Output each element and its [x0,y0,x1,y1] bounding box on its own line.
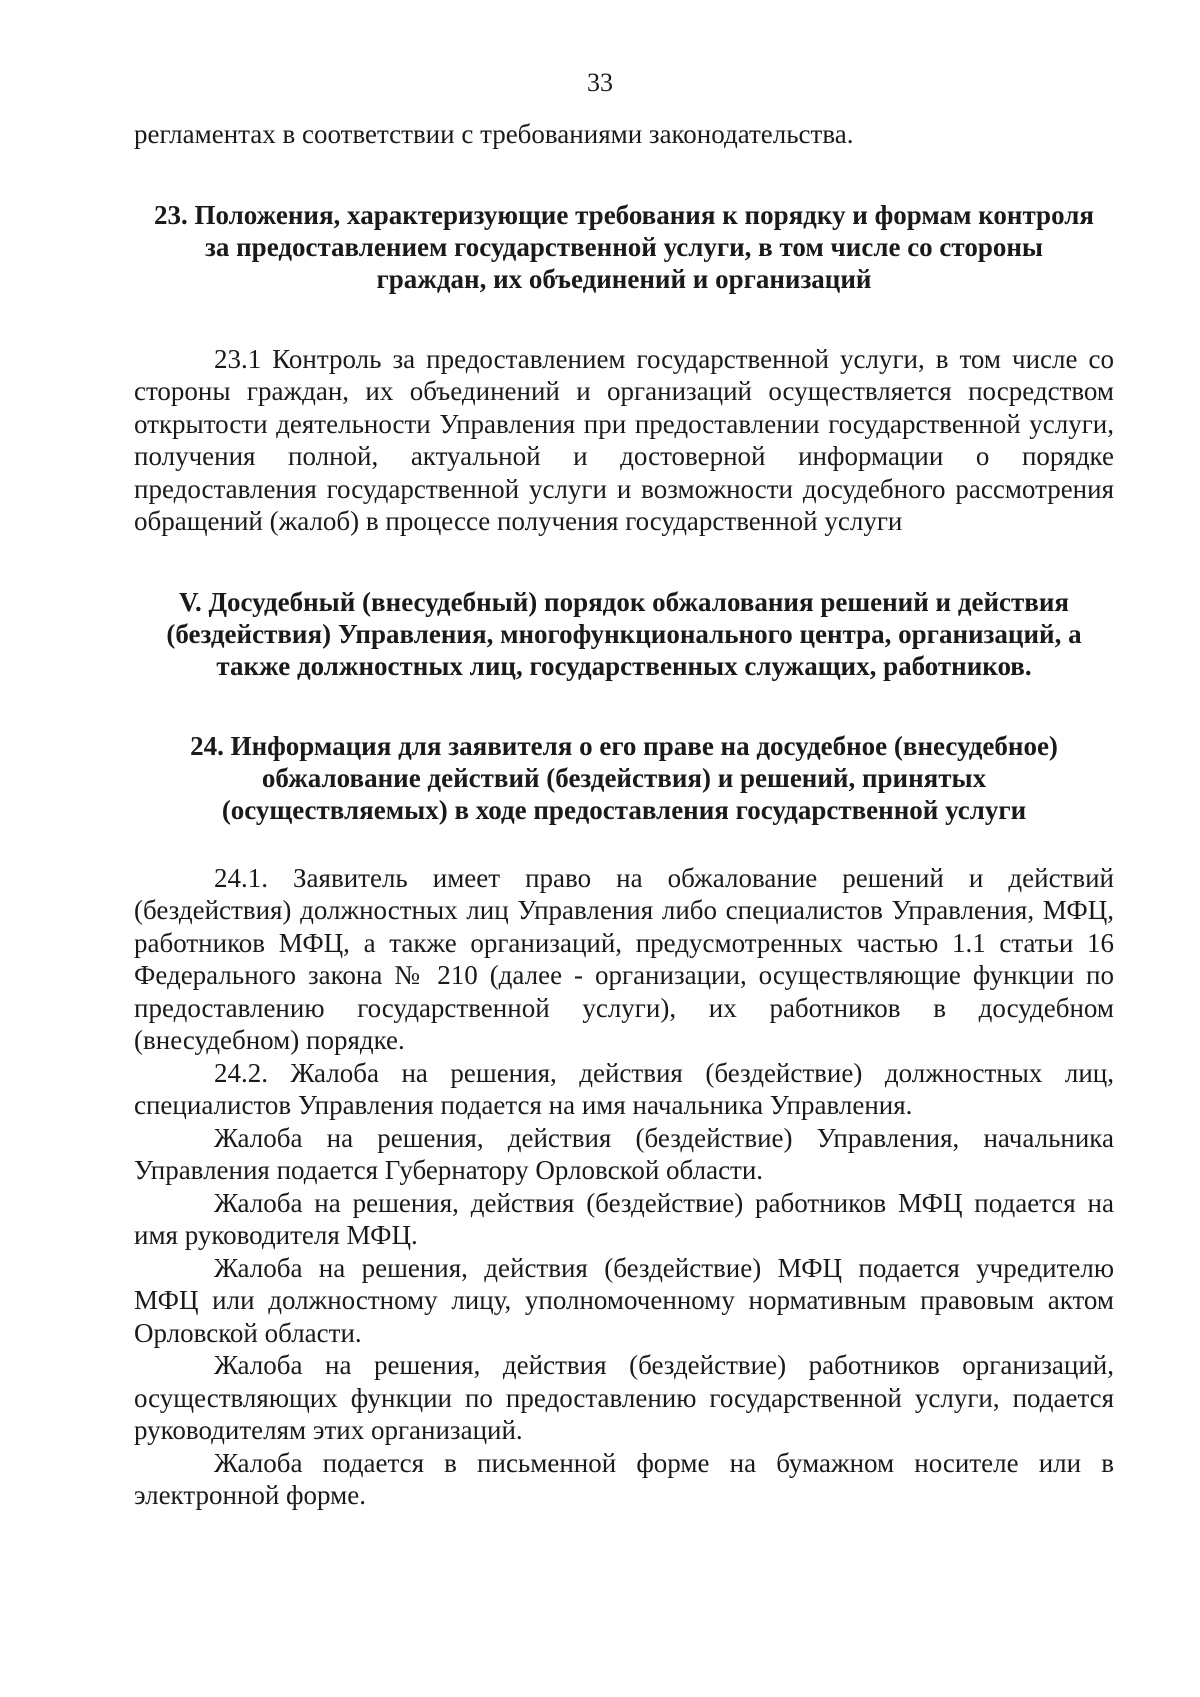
section-23-paragraph-1: 23.1 Контроль за предоставлением государственной услуги, в том числе со стороны граждан, их объединений и организаций осуществляется посредством открытости деятельности Управления при предоставлении государственной услуги, получения полной, актуальной и достоверной информации о порядке предоставления государственной услуги и возможности досудебного рассмотрения обращений (жалоб) в процессе получения государственной услуги [134,343,1114,536]
section-24-paragraph-6: Жалоба на решения, действия (бездействие) работников организаций, осуществляющих функции по предоставлению государственной услуги, подается руководителям этих организаций. [134,1350,1114,1445]
section-24-paragraph-3: Жалоба на решения, действия (бездействие) Управления, начальника Управления подается Губернатору Орловской области. [134,1122,1114,1185]
intro-paragraph: регламентах в соответствии с требованиями законодательства. [134,119,854,149]
spacer [134,295,1114,343]
page-number: 33 [587,68,613,97]
section-24-paragraph-1: 24.1. Заявитель имеет право на обжалование решений и действий (бездействия) должностных лиц Управления либо специалистов Управления, МФЦ, работников МФЦ, а также организаций, предусмотренных частью 1.1 статьи 16 Федерального закона № 210 (далее - организации, осуществляющие функции по предоставлению государственной услуги), их работников в досудебном (внесудебном) порядке. [134,862,1114,1055]
section-24-paragraph-7: Жалоба подается в письменной форме на бумажном носителе или в электронной форме. [134,1447,1114,1510]
spacer [134,826,1114,862]
section-24-paragraph-4: Жалоба на решения, действия (бездействие) работников МФЦ подается на имя руководителя МФЦ. [134,1187,1114,1250]
section-23-heading: 23. Положения, характеризующие требования к порядку и формам контроля за предоставлением государственной услуги, в том числе со стороны граждан, их объединений и организаций [154,199,1094,294]
page-content [134,118,1114,1512]
section-24-paragraph-5: Жалоба на решения, действия (бездействие) МФЦ подается учредителю МФЦ или должностному лицу, уполномоченному нормативным правовым актом Орловской области. [134,1252,1114,1348]
spacer [134,151,1114,199]
chapter-5-heading: V. Досудебный (внесудебный) порядок обжалования решений и действия (бездействия) Управления, многофункционального центра, организаций, а также должностных лиц, государственных служащих, работников. [166,586,1082,681]
spacer [134,538,1114,586]
section-24-heading: 24. Информация для заявителя о его праве на досудебное (внесудебное) обжалование действий (бездействия) и решений, принятых (осуществляемых) в ходе предоставления государственной услуги [190,730,1058,825]
spacer [134,682,1114,730]
section-24-paragraph-2: 24.2. Жалоба на решения, действия (бездействие) должностных лиц, специалистов Управления подается на имя начальника Управления. [134,1057,1114,1120]
